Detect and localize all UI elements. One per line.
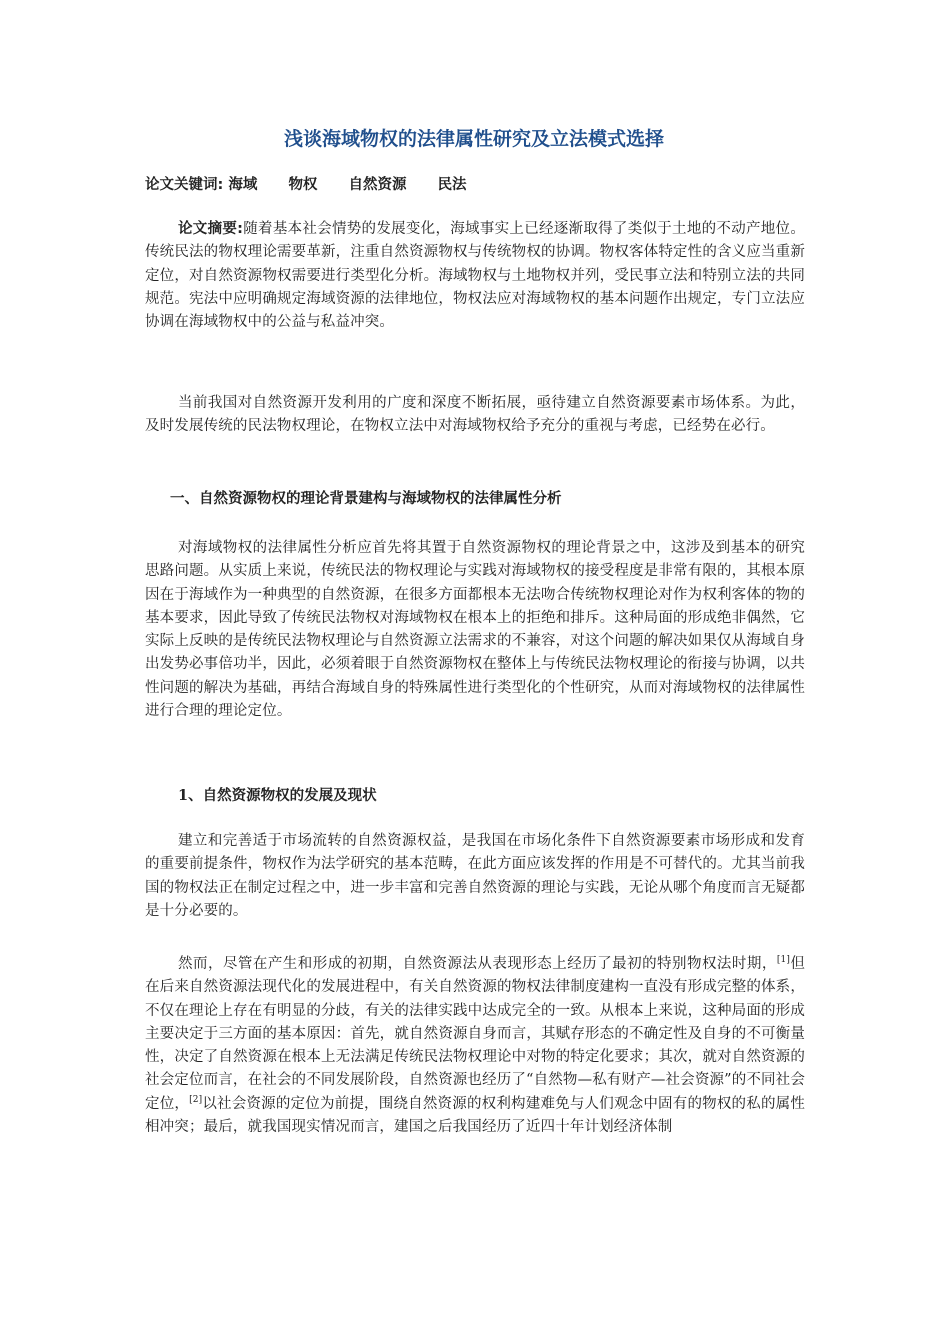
subsection-paragraph-2	[145, 953, 805, 1139]
keyword-item: 民法	[437, 177, 467, 193]
paragraph-text: 然而，尽管在产生和形成的初期，自然资源法从表现形态上经历了最初的特别物权法时期，	[178, 956, 777, 972]
abstract-text: 随着基本社会情势的发展变化，海域事实上已经逐渐取得了类似于土地的不动产地位。传统民法的物权理论需要革新，注重自然资源物权与传统物权的协调。物权客体特定性的含义应当重新定位，对自然资源物权需要进行类型化分析。海域物权与土地物权并列，受民事立法和特别立法的共同规范。宪法中应明确规定海域资源的法律地位，物权法应对海域物权的基本问题作出规定，专门立法应协调在海域物权中的公益与私益冲突。	[145, 221, 805, 331]
subsection-heading: 1、自然资源物权的发展及现状	[178, 787, 377, 804]
abstract-label: 论文摘要:	[178, 221, 244, 237]
paragraph-text: 但在后来自然资源法现代化的发展进程中，有关自然资源的物权法律制度建构一直没有形成完整的体系，不仅在理论上存在有明显的分歧，有关的法律实践中达成完全的一致。从根本上来说，这种局面的形成主要决定于三方面的基本原因：首先，就自然资源自身而言，其赋存形态的不确定性及自身的不可衡量性，决定了自然资源在根本上无法满足传统民法物权理论中对物的特定化要求；其次，就对自然资源的社会定位而言，在社会的不同发展阶段，自然资源也经历了“自然物—私有财产—社会资源”的不同社会定位，	[145, 956, 806, 1112]
keyword-item: 自然资源	[348, 177, 407, 193]
footnote-ref-2[interactable]: [2]	[189, 1094, 203, 1105]
intro-paragraph: 当前我国对自然资源开发利用的广度和深度不断拓展，亟待建立自然资源要素市场体系。为此，及时发展传统的民法物权理论，在物权立法中对海域物权给予充分的重视与考虑，已经势在必行。	[145, 395, 805, 435]
paragraph-text: 以社会资源的定位为前提，围绕自然资源的权利构建难免与人们观念中固有的物权的私的属性相冲突；最后，就我国现实情况而言，建国之后我国经历了近四十年计划经济体制	[145, 1095, 805, 1136]
section-paragraph: 对海域物权的法律属性分析应首先将其置于自然资源物权的理论背景之中，这涉及到基本的研究思路问题。从实质上来说，传统民法的物权理论与实践对海域物权的接受程度是非常有限的，其根本原因在于海域作为一种典型的自然资源，在很多方面都根本无法吻合传统物权理论对作为权利客体的物的基本要求，因此导致了传统民法物权对海域物权在根本上的拒绝和排斥。这种局面的形成绝非偶然，它实际上反映的是传统民法物权理论与自然资源立法需求的不兼容，对这个问题的解决如果仅从海域自身出发势必事倍功半，因此，必须着眼于自然资源物权在整体上与传统民法物权理论的衔接与协调，以共性问题的解决为基础，再结合海域自身的特殊属性进行类型化的个性研究，从而对海域物权的法律属性进行合理的理论定位。	[145, 540, 805, 720]
subsection-paragraph: 建立和完善适于市场流转的自然资源权益，是我国在市场化条件下自然资源要素市场形成和发育的重要前提条件，物权作为法学研究的基本范畴，在此方面应该发挥的作用是不可替代的。尤其当前我国的物权法正在制定过程之中，进一步丰富和完善自然资源的理论与实践，无论从哪个角度而言无疑都是十分必要的。	[145, 833, 805, 919]
page-title: 浅谈海域物权的法律属性研究及立法模式选择	[283, 128, 664, 150]
abstract-paragraph	[145, 218, 805, 334]
section-heading: 一、自然资源物权的理论背景建构与海域物权的法律属性分析	[170, 491, 562, 507]
keywords-label: 论文关键词:	[145, 177, 224, 193]
footnote-ref-1[interactable]: [1]	[776, 955, 791, 966]
keywords-line	[145, 174, 493, 196]
keyword-item: 物权	[288, 177, 318, 193]
keyword-item: 海域	[228, 177, 258, 193]
